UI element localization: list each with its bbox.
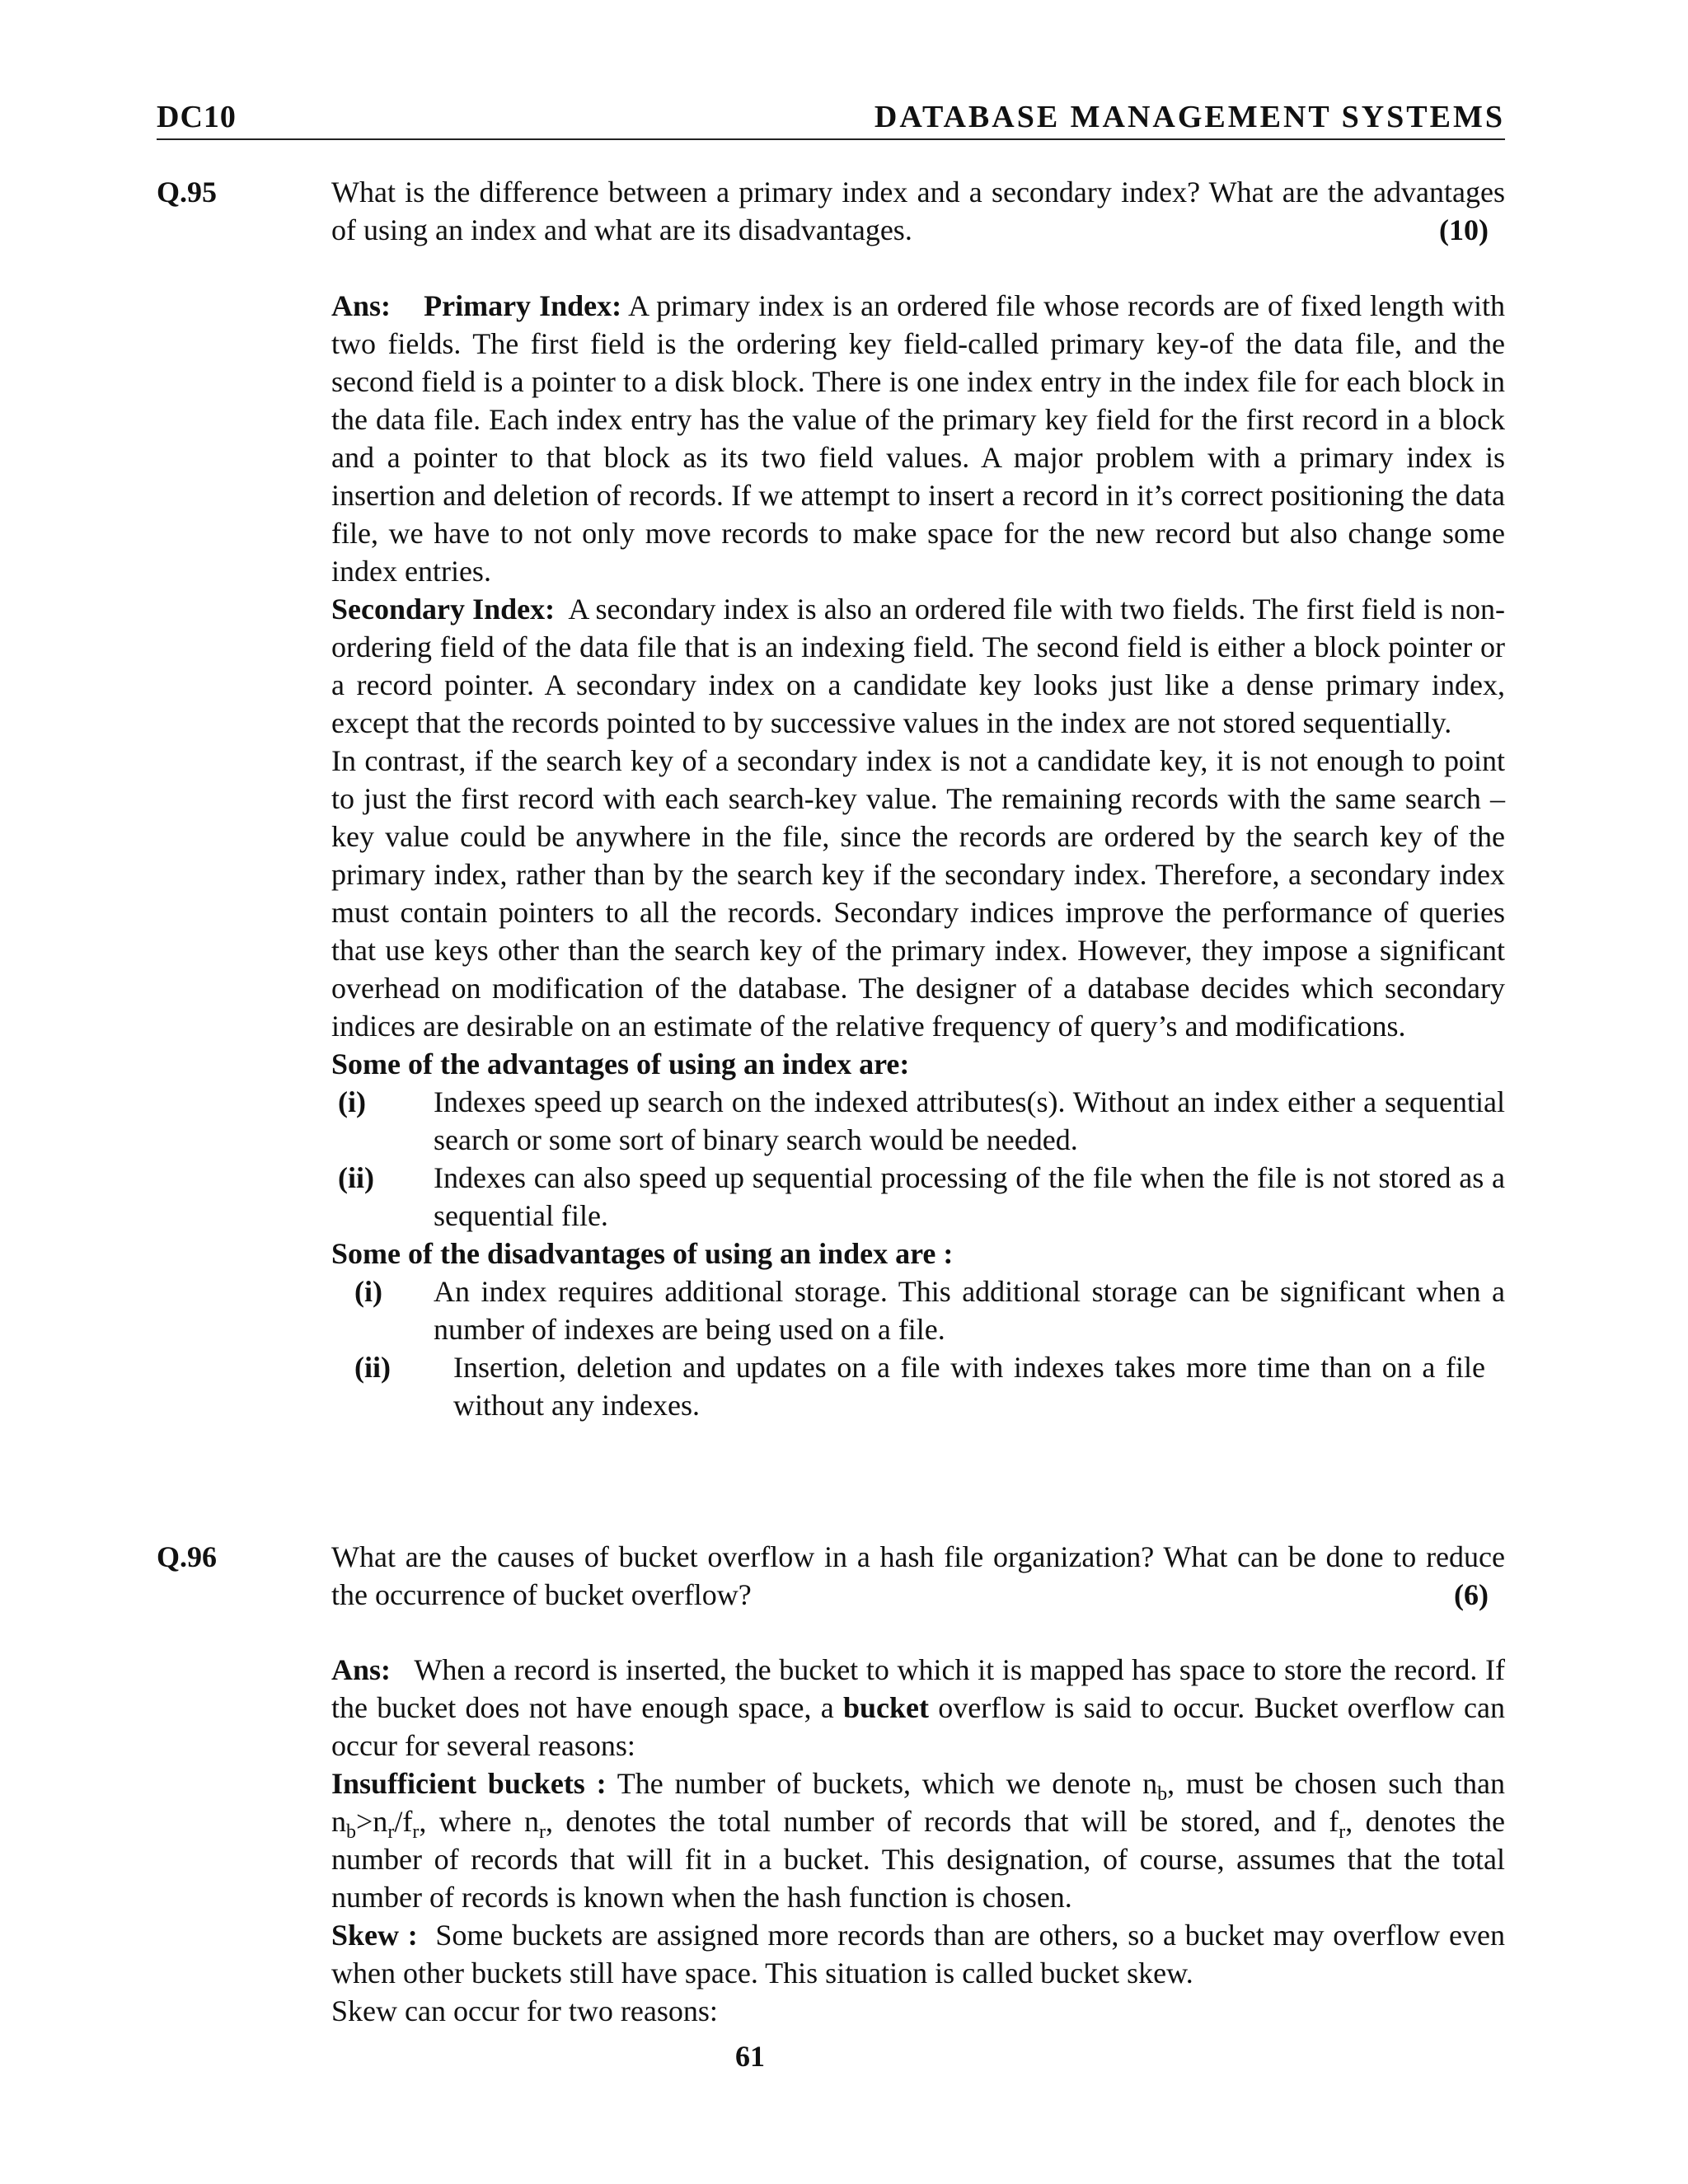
bucket-overflow-paragraph: Ans: When a record is inserted, the bucket to which it is mapped has space to store the record. If the bucket does not have enough space, a bucket overflow is said to occur. Bucket overflow can occur for several reasons:	[331, 1653, 1505, 1762]
disadvantages-heading: Some of the disadvantages of using an index are :	[331, 1237, 954, 1270]
question-95	[331, 173, 1505, 249]
page-header	[157, 99, 1505, 140]
insufficient-buckets-paragraph: Insufficient buckets : The number of buckets, which we denote $n_b$, must be chosen such than $n_b>n_r/f_r$, where $n_r$, denotes the total number of records that will be stored, and $f_r$, denotes the number of records that will fit in a bucket. This designation, of course, assumes that the total number of records is known when the hash function is chosen.	[331, 1767, 1505, 1914]
advantages-heading: Some of the advantages of using an index are:	[331, 1047, 910, 1080]
course-title: DATABASE MANAGEMENT SYSTEMS	[874, 100, 1505, 134]
answer-label: Ans:	[331, 289, 392, 322]
skew-paragraph: Skew : Some buckets are assigned more records than are others, so a bucket may overflow even when other buckets still have space. This situation is called bucket skew.	[331, 1919, 1506, 1990]
answer-95	[331, 287, 1505, 1424]
primary-index-text: A primary index is an ordered file whose records are of fixed length with two fields. The first field is the ordering key field-called primary key-of the data file, and the second field is a pointer to a disk block. There is one index entry in the index file for each block in the data file. Each index entry has the value of the primary key field for the first record in a block and a pointer to that block as its two field values. A major problem with a primary index is insertion and deletion of records. If we attempt to insert a record in it’s correct positioning the data file, we have to not only move records to make space for the new record but also change some index entries.	[331, 289, 1506, 588]
question-96-marks: (6)	[1454, 1578, 1489, 1611]
question-96	[331, 1538, 1505, 1614]
advantage-item: (i) Indexes speed up search on the indexed attributes(s). Without an index either a sequential search or some sort of binary search would be needed.	[338, 1085, 1505, 1156]
disadvantage-item: (ii) Insertion, deletion and updates on a file with indexes takes more time than on a file without any indexes.	[354, 1351, 1485, 1422]
course-code: DC10	[157, 100, 237, 134]
question-label-95: Q.95	[157, 176, 218, 209]
secondary-index-title: Secondary Index:	[331, 593, 556, 626]
contrast-paragraph: In contrast, if the search key of a secondary index is not a candidate key, it is not enough to point to just the first record with each search-key value. The remaining records with the same search – key value could be anywhere in the file, since the records are ordered by the search key of the primary index, rather than by the search key if the secondary index. Therefore, a secondary index must contain pointers to all the records. Secondary indices improve the performance of queries that use keys other than the search key of the primary index. However, they impose a significant overhead on modification of the database. The designer of a database decides which secondary indices are desirable on an estimate of the relative frequency of query’s and modifications.	[331, 744, 1505, 1043]
page-number: 61	[735, 2040, 765, 2073]
question-95-marks: (10)	[1439, 213, 1489, 246]
secondary-index-text: A secondary index is also an ordered file with two fields. The first field is non-ordering field of the data file that is an indexing field. The second field is either a block pointer or a record pointer. A secondary index on a candidate key looks just like a dense primary index, except that the records pointed to by successive values in the index are not stored sequentially.	[331, 593, 1505, 739]
answer-96	[331, 1651, 1505, 2030]
advantage-item: (ii) Indexes can also speed up sequential processing of the file when the file is not stored as a sequential file.	[338, 1161, 1505, 1232]
skew-title: Skew :	[331, 1919, 418, 1952]
primary-index-title: Primary Index:	[424, 289, 622, 322]
disadvantage-item: (i) An index requires additional storage. This additional storage can be significant when a number of indexes are being used on a file.	[354, 1275, 1505, 1346]
primary-index-paragraph	[331, 287, 1505, 590]
question-95-text: What is the difference between a primary index and a secondary index? What are the advantages of using an index and what are its disadvantages. (10)	[331, 173, 1505, 249]
answer-label: Ans:	[331, 1653, 392, 1686]
bucket-bold: bucket	[842, 1691, 929, 1724]
secondary-index-paragraph	[331, 590, 1505, 742]
question-96-text: What are the causes of bucket overflow in a hash file organization? What can be done to reduce the occurrence of bucket overflow? (6)	[331, 1538, 1505, 1614]
insufficient-buckets-title: Insufficient buckets :	[331, 1767, 607, 1800]
skew-reasons: Skew can occur for two reasons:	[331, 1994, 718, 2027]
question-label-96: Q.96	[157, 1540, 218, 1573]
